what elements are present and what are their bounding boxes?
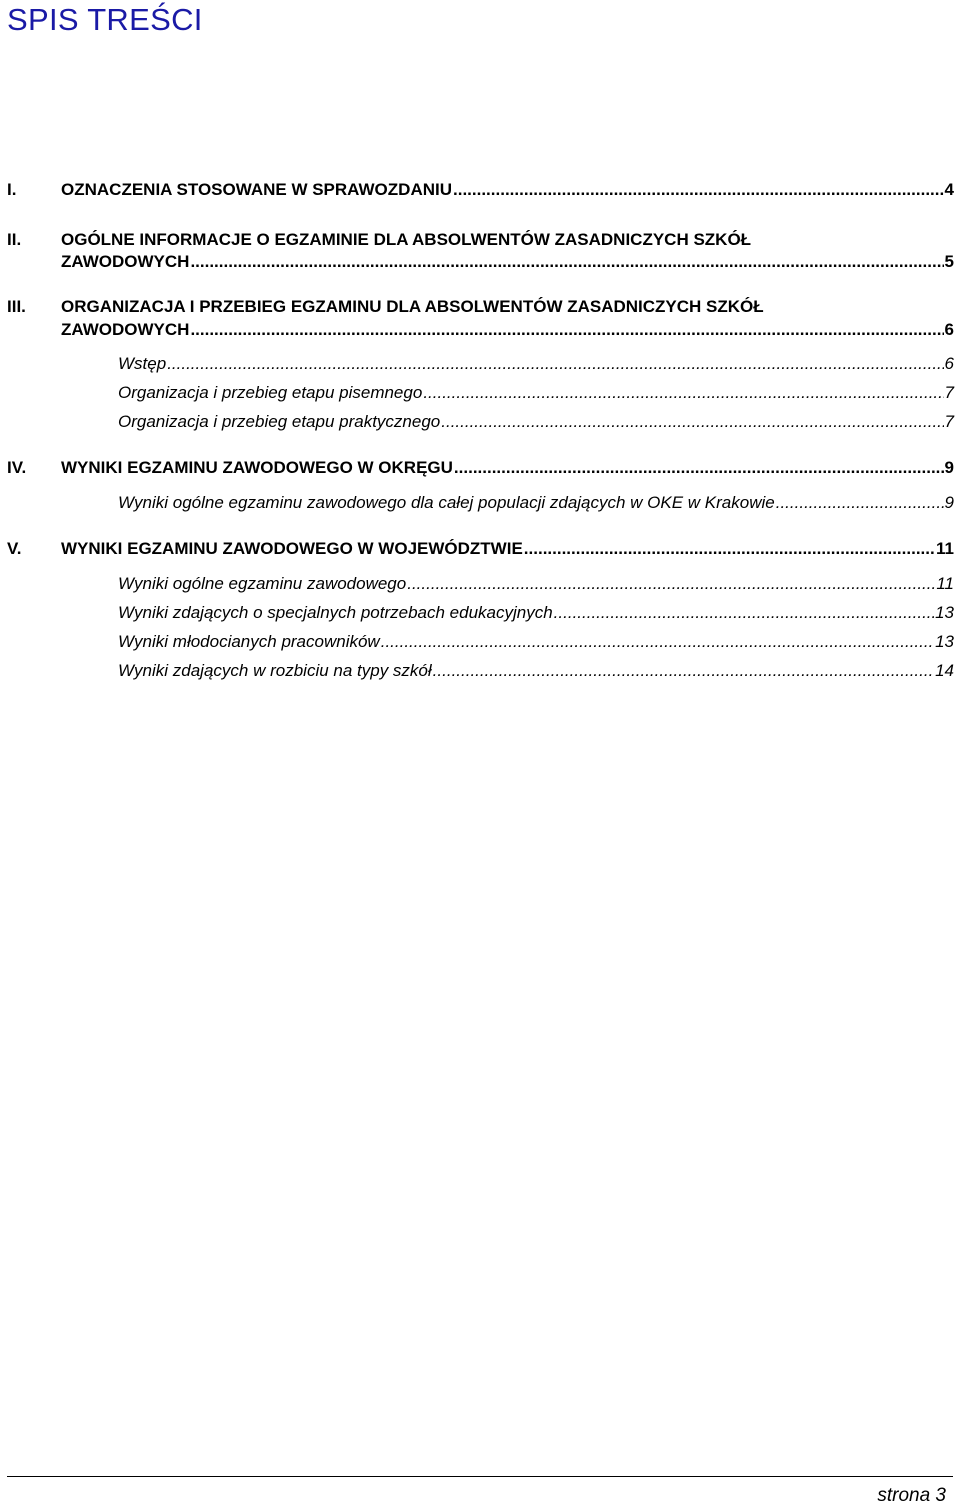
toc-page-number: 4 — [944, 180, 954, 199]
toc-entry-title: WYNIKI EGZAMINU ZAWODOWEGO W OKRĘGU — [61, 458, 453, 477]
chapter-numeral: III. — [7, 297, 26, 316]
toc-page-number: 6 — [944, 354, 954, 373]
toc-entry-title: Organizacja i przebieg etapu pisemnego — [118, 383, 423, 402]
toc-entry-title: OZNACZENIA STOSOWANE W SPRAWOZDANIU — [61, 180, 452, 199]
toc-page-number: 6 — [944, 320, 954, 339]
toc-entry-chapter-1[interactable] — [61, 178, 954, 202]
toc-entry-title: Wyniki młodocianych pracowników — [118, 632, 380, 651]
toc-page-number: 9 — [944, 458, 954, 477]
toc-page-number: 14 — [935, 661, 954, 680]
toc-entry-title: WYNIKI EGZAMINU ZAWODOWEGO W WOJEWÓDZTWIE — [61, 539, 523, 558]
toc-page-number: 13 — [935, 603, 954, 622]
toc-entry-chapter-2[interactable] — [61, 250, 954, 274]
dot-leader — [190, 250, 943, 274]
toc-entry-title: Wyniki zdających o specjalnych potrzebach edukacyjnych — [118, 603, 553, 622]
toc-entry-chapter-4[interactable] — [61, 456, 954, 480]
toc-entry-chapter-3[interactable] — [61, 318, 954, 342]
page-title: SPIS TREŚCI — [7, 2, 203, 37]
dot-leader — [524, 537, 935, 561]
toc-entry-title: ZAWODOWYCH — [61, 320, 190, 339]
dot-leader — [776, 491, 944, 515]
toc-page-number: 11 — [936, 539, 954, 558]
footer-divider — [7, 1476, 953, 1477]
toc-entry-title: Organizacja i przebieg etapu praktycznego — [118, 412, 441, 431]
dot-leader — [423, 381, 943, 405]
toc-entry-title: Wyniki zdających w rozbiciu na typy szkół — [118, 661, 432, 680]
dot-leader — [167, 352, 943, 376]
chapter-numeral: V. — [7, 539, 22, 558]
dot-leader — [381, 630, 934, 654]
toc-entry-section[interactable] — [118, 352, 954, 376]
toc-entry-title: Wyniki ogólne egzaminu zawodowego dla całej populacji zdających w OKE w Krakowie — [118, 493, 775, 512]
toc-page-number: 13 — [935, 632, 954, 651]
toc-entry-title-line[interactable]: OGÓLNE INFORMACJE O EGZAMINIE DLA ABSOLWENTÓW ZASADNICZYCH SZKÓŁ — [61, 230, 752, 249]
toc-entry-section[interactable] — [118, 630, 954, 654]
dot-leader — [407, 572, 935, 596]
dot-leader — [433, 659, 934, 683]
chapter-numeral: I. — [7, 180, 17, 199]
toc-page-number: 11 — [936, 574, 954, 593]
toc-page-number: 7 — [944, 383, 954, 402]
dot-leader — [554, 601, 934, 625]
toc-entry-chapter-5[interactable] — [61, 537, 954, 561]
chapter-numeral: IV. — [7, 458, 27, 477]
toc-entry-title: Wyniki ogólne egzaminu zawodowego — [118, 574, 407, 593]
toc-entry-section[interactable] — [118, 491, 954, 515]
toc-entry-title: ZAWODOWYCH — [61, 252, 190, 271]
toc-page-number: 5 — [944, 252, 954, 271]
chapter-numeral: II. — [7, 230, 22, 249]
page-footer-number: strona 3 — [877, 1485, 946, 1506]
toc-page-number: 9 — [944, 493, 954, 512]
dot-leader — [190, 318, 943, 342]
toc-entry-section[interactable] — [118, 410, 954, 434]
toc-entry-section[interactable] — [118, 381, 954, 405]
toc-entry-section[interactable] — [118, 572, 954, 596]
dot-leader — [453, 178, 944, 202]
table-of-contents — [0, 0, 960, 720]
toc-page-number: 7 — [944, 412, 954, 431]
toc-entry-section[interactable] — [118, 601, 954, 625]
toc-entry-title-line[interactable]: ORGANIZACJA I PRZEBIEG EGZAMINU DLA ABSOLWENTÓW ZASADNICZYCH SZKÓŁ — [61, 297, 764, 316]
toc-entry-section[interactable] — [118, 659, 954, 683]
toc-entry-title: Wstęp — [118, 354, 167, 373]
dot-leader — [454, 456, 944, 480]
dot-leader — [441, 410, 943, 434]
